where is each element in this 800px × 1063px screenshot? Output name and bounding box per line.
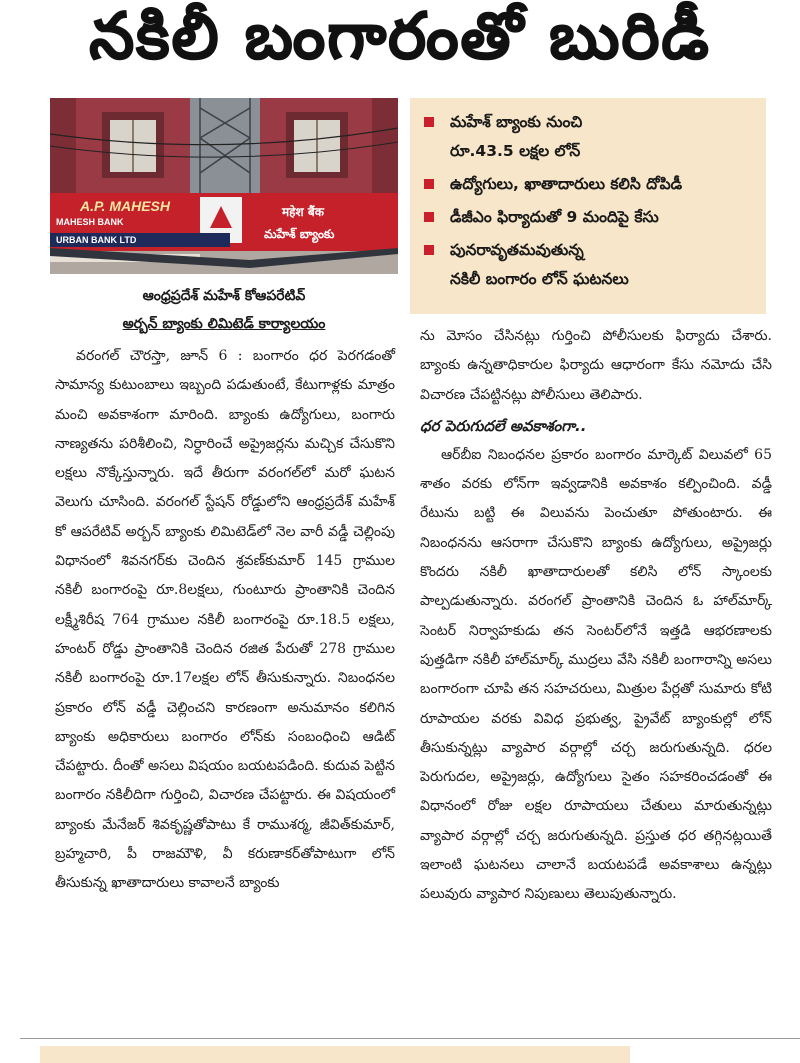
next-story-band <box>40 1046 630 1063</box>
highlight-line: పునరావృతమవుతున్న <box>450 241 584 259</box>
highlight-item <box>424 108 756 166</box>
sign-text-3: URBAN BANK LTD <box>56 235 137 245</box>
highlights-box <box>410 98 766 314</box>
square-bullet-icon <box>424 117 434 127</box>
sign-text-1: A.P. MAHESH <box>80 198 170 214</box>
highlight-item <box>424 170 756 199</box>
highlight-line: నకిలీ బంగారం లోన్ ఘటనలు <box>450 270 629 288</box>
article-column-left <box>55 342 395 899</box>
square-bullet-icon <box>424 179 434 189</box>
square-bullet-icon <box>424 245 434 255</box>
sign-text-4: महेश बैंक <box>282 205 324 219</box>
sign-text-5: మహేశ్ బ్యాంకు <box>264 227 335 241</box>
bottom-divider <box>20 1038 800 1039</box>
highlight-line: ఉద్యోగులు, ఖాతాదారులు కలిసి దోపిడీ <box>450 175 683 193</box>
highlight-item <box>424 236 756 294</box>
article-paragraph: ఆర్‌బీఐ నిబంధనల ప్రకారం బంగారం మార్కెట్ విలువలో 65 శాతం వరకు లోన్‌గా ఇవ్వడానికి అవకాశం కల్పించింది. వడ్డీ రేటును బట్టి ఈ విలువను పెంచుతూ పోతుంటారు. ఈ నిబంధనను ఆసరాగా చేసుకొని బ్యాంకు ఉద్యోగులు, అప్రైజర్లు కొందరు నకిలీ ఖాతాదారులతో కలిసి లోన్ స్కాంలకు పాల్పడుతున్నారు. వరంగల్ ప్రాంతానికి చెందిన ఓ హాల్‌మార్క్ సెంటర్ నిర్వాహకుడు తన సెంటర్‌లోనే ఇత్తడి ఆభరణాలకు పుత్తడిగా నకిలీ హాల్‌మార్క్ ముద్రలు వేసి నకిలీ బంగారాన్ని అసలు బంగారంగా చూపి తన సహచరులు, మిత్రుల పేర్లతో సుమారు కోటి రూపాయల వరకు వివిధ ప్రభుత్వ, ప్రైవేట్ బ్యాంకుల్లో లోన్ తీసుకున్నట్లు వ్యాపార వర్గాల్లో చర్చ జరుగుతున్నది. ధరల పెరుగుదల, అప్రైజర్లు, ఉద్యోగులు సైతం సహకరించడంతో ఈ విధానంలో రోజు లక్షల రూపాయలు చేతులు మారుతున్నట్లు వ్యాపార వర్గాల్లో చర్చ జరుగుతున్నది. ప్రస్తుత ధర తగ్గినట్లయితే ఇలాంటి ఘటనలు చాలానే బయటపడే అవకాశాలు ఉన్నట్లు పలువురు వ్యాపార నిపుణులు తెలుపుతున్నారు. <box>420 446 772 903</box>
article-paragraph: ను మోసం చేసినట్లు గుర్తించి పోలీసులకు ఫిర్యాదు చేశారు. బ్యాంకు ఉన్నతాధికారుల ఫిర్యాదు ఆధారంగా కేసు నమోదు చేసి విచారణ చేపట్టినట్లు పోలీసులు తెలిపారు. <box>420 328 772 403</box>
square-bullet-icon <box>424 212 434 222</box>
bank-building-photo <box>50 98 398 274</box>
caption-line-1: ఆంధ్రప్రదేశ్ మహేశ్ కోఆపరేటివ్ <box>142 288 306 304</box>
article-subheading: ధర పెరుగుదలే అవకాశంగా.. <box>420 416 587 435</box>
headline: నకిలీ బంగారంతో బురిడీ <box>89 0 711 74</box>
photo-caption <box>50 282 398 338</box>
article-column-right <box>420 322 772 910</box>
sign-text-2: MAHESH BANK <box>56 217 124 227</box>
highlight-line: డీజీఎం ఫిర్యాదుతో 9 మందిపై కేసు <box>450 208 659 226</box>
highlight-line: రూ.43.5 లక్షల లోన్ <box>450 142 581 160</box>
article-paragraph: వరంగల్ చౌరస్తా, జూన్ 6 : బంగారం ధర పెరగడంతో సామాన్య కుటుంబాలు ఇబ్బంది పడుతుంటే, కేటుగాళ్లకు మాత్రం మంచి అవకాశంగా మారింది. బ్యాంకు ఉద్యోగులు, బంగారు నాణ్యతను పరిశీలించి, నిర్ధారించే అప్రైజర్లను మచ్చిక చేసుకొని లక్షలు నొక్కేస్తున్నారు. ఇదే తీరుగా వరంగల్‌లో మరో ఘటన వెలుగు చూసింది. వరంగల్ స్టేషన్ రోడ్డులోని ఆంధ్రప్రదేశ్ మహేశ్ కో ఆపరేటివ్ అర్బన్ బ్యాంకు లిమిటెడ్‌లో నెల వారీ వడ్డీ చెల్లింపు విధానంలో శివనగర్‌కు చెందిన శ్రవణ్‌కుమార్ 145 గ్రాముల నకిలీ బంగారంపై రూ.8లక్షలు, గుంటూరు ప్రాంతానికి చెందిన లక్ష్మీశిరీష 764 గ్రాముల నకిలీ బంగారంపై రూ.18.5 లక్షలు, హంటర్ రోడ్డు ప్రాంతానికి చెందిన రజిత పేరుతో 278 గ్రాముల నకిలీ బంగారంపై రూ.17లక్షల లోన్ తీసుకున్నారు. నిబంధనల ప్రకారం లోన్ వడ్డీ చెల్లించని కారణంగా అనుమానం కలిగిన బ్యాంకు అధికారులు బంగారం లోన్‌కు సంబంధించి ఆడిట్ చేపట్టారు. దీంతో అసలు విషయం బయటపడింది. కుదువ పెట్టిన బంగారం నకిలీదిగా గుర్తించి, విచారణ చేపట్టారు. ఈ విషయంలో బ్యాంకు మేనేజర్ శివకృష్ణతోపాటు కే రాముశర్మ, జీవిత్‌కుమార్, బ్రహ్మచారి, పీ రాజమౌళి, వీ కరుణాకర్‌తోపాటుగా లోన్ తీసుకున్న ఖాతాదారులు కావాలనే బ్యాంకు <box>55 348 395 892</box>
highlight-item <box>424 203 756 232</box>
highlight-line: మహేశ్ బ్యాంకు నుంచి <box>450 113 583 131</box>
caption-line-2: అర్బన్ బ్యాంకు లిమిటెడ్ కార్యాలయం <box>122 316 326 332</box>
